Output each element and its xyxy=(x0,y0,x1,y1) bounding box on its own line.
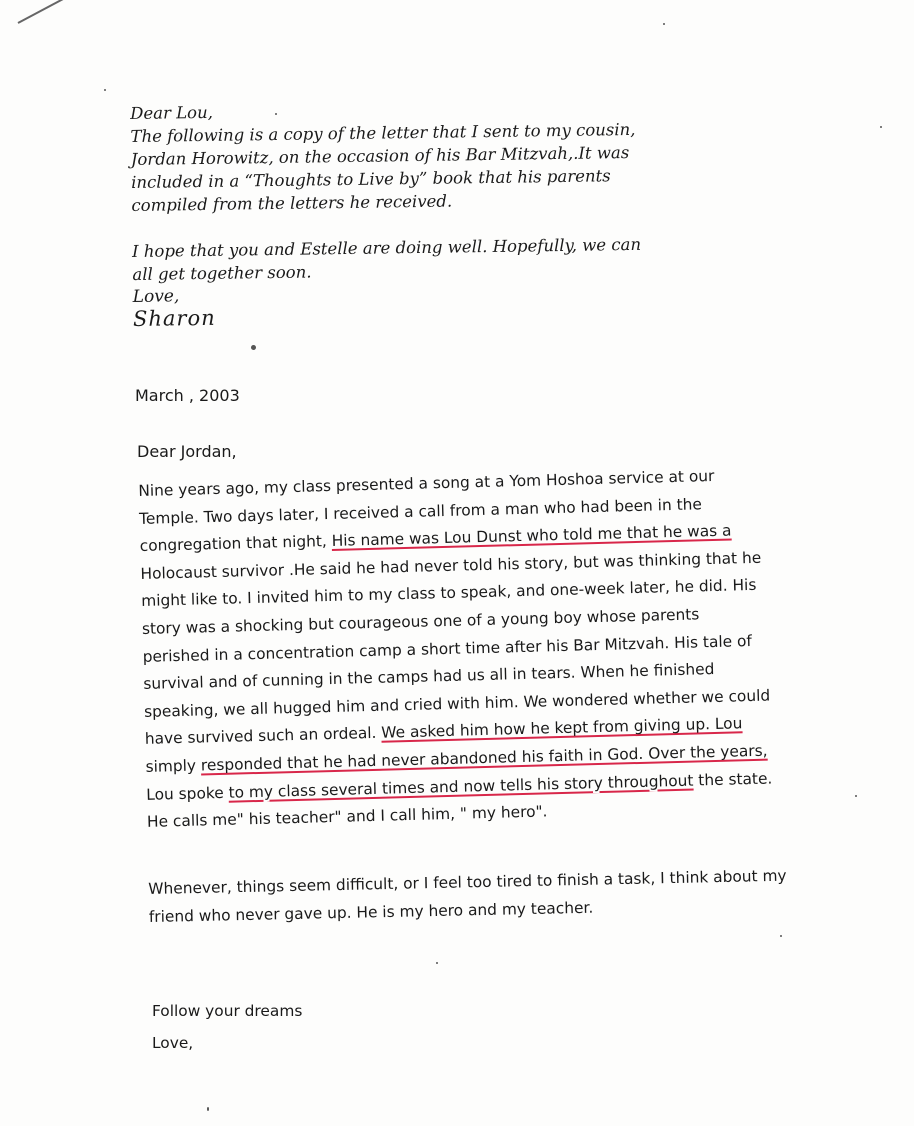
paper-speck xyxy=(663,23,665,25)
paper-speck xyxy=(880,126,882,128)
cover-note-line: compiled from the letters he received. xyxy=(131,191,453,215)
paper-speck xyxy=(855,795,857,797)
body-text: congregation that night, xyxy=(139,532,332,556)
cover-note-line: Jordan Horowitz, on the occasion of his Bar Mitzvah,.It was xyxy=(130,143,630,169)
paper-speck xyxy=(251,345,256,350)
underlined-text: to my class several times and now tells his story throughout xyxy=(228,771,694,802)
body-text: speaking, we all hugged him and cried with him. We wondered whether we could xyxy=(143,686,771,721)
body-text: Holocaust survivor .He said he had never told his story, but was thinking that he xyxy=(140,548,762,583)
body-text: story was a shocking but courageous one of a young boy whose parents xyxy=(141,605,700,638)
paper-speck xyxy=(436,962,438,964)
letter-paragraph-2 xyxy=(148,861,809,931)
handwritten-signature: Sharon xyxy=(132,305,216,331)
letter-body xyxy=(138,461,812,837)
cover-note-line: included in a “Thoughts to Live by” book that his parents xyxy=(130,166,611,192)
body-text: the state. xyxy=(693,769,773,790)
paper-speck xyxy=(207,1107,209,1111)
body-text: might like to. I invited him to my class to speak, and one-week later, he did. His xyxy=(140,576,757,611)
body-text: simply xyxy=(145,756,202,776)
cover-note xyxy=(130,93,813,331)
cover-note-salutation: Dear Lou, xyxy=(130,102,214,123)
letter-date: March , 2003 xyxy=(135,386,240,405)
letter-closing: Love, xyxy=(152,1034,194,1052)
body-text: perished in a concentration camp a short time after his Bar Mitzvah. His tale of xyxy=(142,631,753,666)
paper-speck xyxy=(104,89,106,91)
body-text: Temple. Two days later, I received a call from a man who had been in the xyxy=(138,494,703,528)
paper-speck xyxy=(780,935,782,937)
body-text: survival and of cunning in the camps had us all in tears. When he finished xyxy=(143,660,715,694)
letter-closing-phrase: Follow your dreams xyxy=(152,1002,303,1020)
body-line: Whenever, things seem difficult, or I feel too tired to finish a task, I think about my xyxy=(148,866,787,898)
body-text: Nine years ago, my class presented a song at a Yom Hoshoa service at our xyxy=(138,466,715,500)
underlined-text: responded that he had never abandoned his faith in God. Over the years, xyxy=(200,741,768,775)
cover-note-line: The following is a copy of the letter that I sent to my cousin, xyxy=(130,119,636,146)
letter-greeting: Dear Jordan, xyxy=(137,442,237,461)
underlined-text: His name was Lou Dunst who told me that he was a xyxy=(331,521,732,551)
cover-note-line: all get together soon. xyxy=(132,262,312,284)
underlined-text: We asked him how he kept from giving up. Lou xyxy=(381,714,743,743)
cover-note-line: I hope that you and Estelle are doing well. Hopefully, we can xyxy=(131,234,642,261)
stray-pen-mark xyxy=(18,0,65,24)
body-text: have survived such an ordeal. xyxy=(144,724,382,749)
body-line: friend who never gave up. He is my hero and my teacher. xyxy=(148,898,594,926)
cover-note-closing: Love, xyxy=(132,286,180,307)
body-text: He calls me" his teacher" and I call him, " my hero". xyxy=(146,802,548,832)
body-text: Lou spoke xyxy=(146,783,229,804)
